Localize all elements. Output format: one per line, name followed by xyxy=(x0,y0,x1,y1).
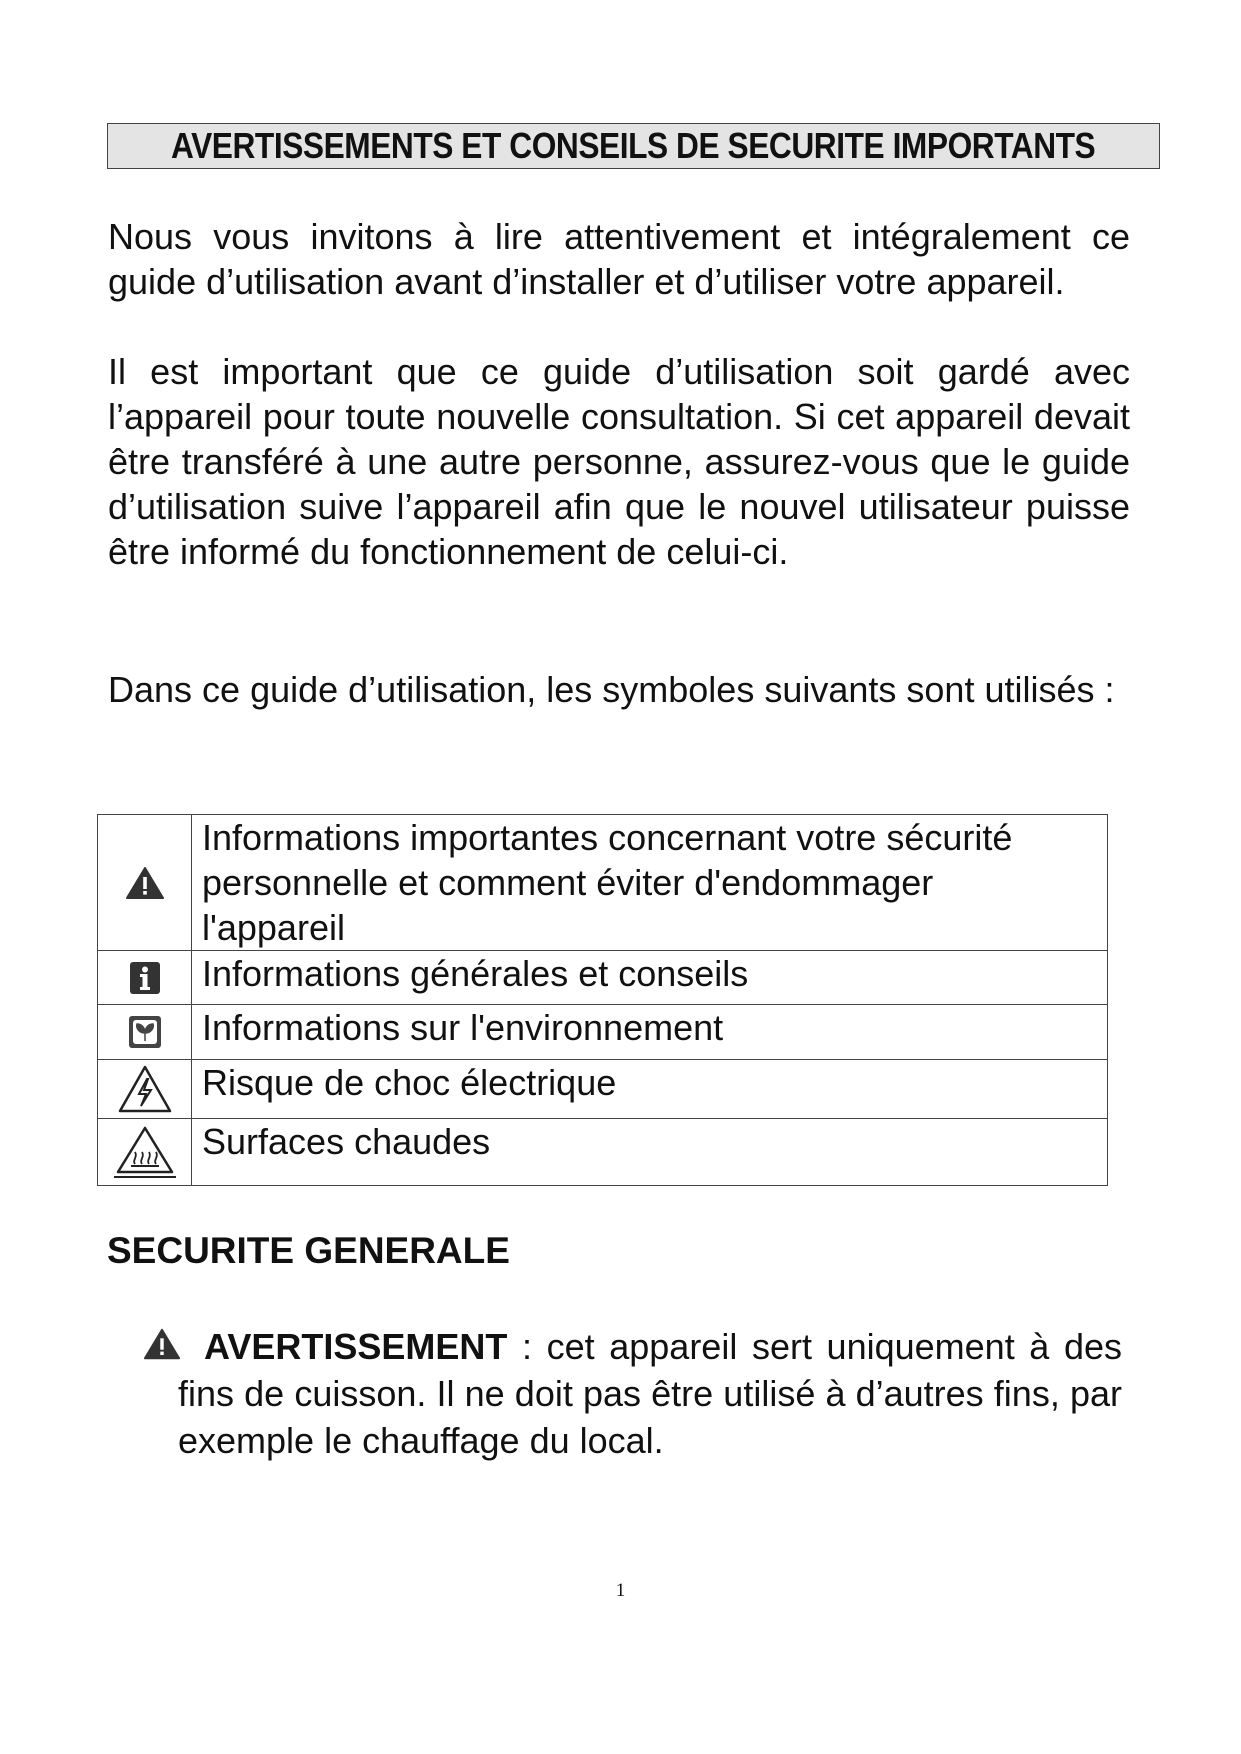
table-row xyxy=(98,815,1108,951)
warning-paragraph xyxy=(178,1323,1122,1464)
section-heading: SECURITE GENERALE xyxy=(107,1230,510,1271)
info-icon xyxy=(129,961,161,995)
environment-icon xyxy=(128,1015,162,1049)
table-row xyxy=(98,1119,1108,1186)
warning-text: : cet appareil sert uniquement à des fins de cuisson. Il ne doit pas être utilisé à d’autres fins, par exemple le chauffage du local. xyxy=(178,1326,1122,1461)
page-title: AVERTISSEMENTS ET CONSEILS DE SECURITE IMPORTANTS xyxy=(171,125,1096,166)
keep-guide-paragraph: Il est important que ce guide d’utilisation soit gardé avec l’appareil pour toute nouvelle consultation. Si cet appareil devait être transféré à une autre personne, assurez-vous que le guide d’utilisation suive l’appareil afin que le nouvel utilisateur puisse être informé du fonctionnement de celui-ci. xyxy=(108,351,1130,572)
symbol-label: Risque de choc électrique xyxy=(192,1060,1108,1119)
electric-shock-icon xyxy=(117,1064,173,1114)
intro-paragraph: Nous vous invitons à lire attentivement et intégralement ce guide d’utilisation avant d’installer et d’utiliser votre appareil. xyxy=(108,216,1130,302)
table-row xyxy=(98,1060,1108,1119)
symbol-label-line: personnelle et comment éviter d'endommager xyxy=(202,862,934,903)
symbol-label: Surfaces chaudes xyxy=(192,1119,1108,1186)
table-row xyxy=(98,1005,1108,1060)
hot-surface-icon xyxy=(110,1124,180,1180)
table-row xyxy=(98,951,1108,1005)
symbol-label: Informations sur l'environnement xyxy=(192,1005,1108,1060)
warning-icon xyxy=(125,866,165,900)
symbols-table xyxy=(97,814,1108,1186)
page-number: 1 xyxy=(615,1580,626,1601)
symbols-intro-paragraph: Dans ce guide d’utilisation, les symboles suivants sont utilisés : xyxy=(108,669,1115,710)
symbol-label-line: Informations importantes concernant votre sécurité xyxy=(202,817,1013,858)
symbol-label-line: l'appareil xyxy=(202,907,345,948)
warning-keyword: AVERTISSEMENT xyxy=(204,1326,508,1367)
warning-icon xyxy=(143,1327,181,1361)
page-title-box xyxy=(107,123,1160,169)
symbol-label: Informations générales et conseils xyxy=(192,951,1108,1005)
